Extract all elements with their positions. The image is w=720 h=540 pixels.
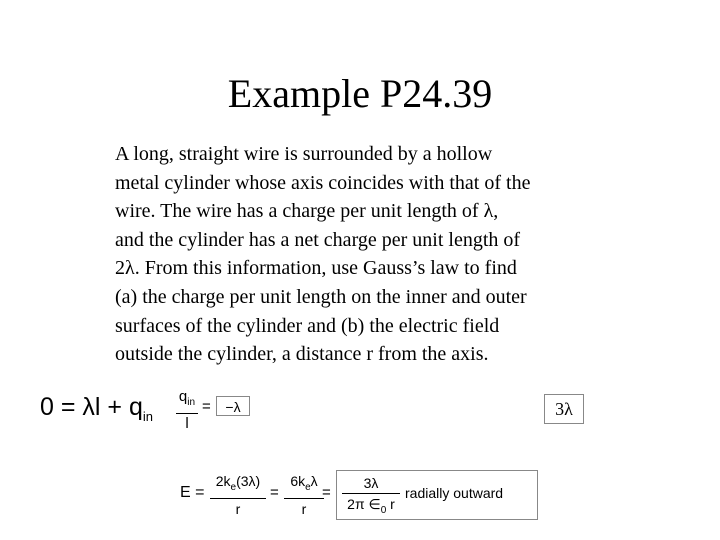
field-symbol: E = xyxy=(180,484,205,501)
problem-line: A long, straight wire is surrounded by a hollow xyxy=(115,143,493,165)
direction-label: radially outward xyxy=(405,485,504,501)
fraction-6kelambda-over-r xyxy=(284,472,324,518)
problem-line: outside the cylinder, a distance r from the axis. xyxy=(115,343,489,366)
fraction-bar xyxy=(176,413,198,414)
problem-line: surfaces of the cylinder and (b) the electric field xyxy=(115,314,500,337)
problem-text xyxy=(115,140,635,369)
fraction-3lambda-over-2pi-eps0-r xyxy=(342,474,400,520)
numerator: $6k_e\lambda$ xyxy=(290,473,318,493)
denominator: 2π $\in_0$ r xyxy=(347,496,395,516)
equals-sign: = xyxy=(202,398,211,415)
fraction-qin-over-l xyxy=(176,388,198,433)
fraction-bar xyxy=(210,498,266,499)
fraction-bar xyxy=(342,493,400,494)
fraction-2ke3lambda-over-r xyxy=(210,472,266,518)
answer-box-inner: −λ xyxy=(216,396,250,416)
problem-line: wire. The wire has a charge per unit length of λ, xyxy=(115,200,499,223)
denominator: l xyxy=(185,415,189,432)
fraction-bar xyxy=(284,498,324,499)
problem-line: metal cylinder whose axis coincides with that of the xyxy=(115,171,531,194)
numerator: 3λ xyxy=(363,475,379,491)
numerator: $2k_e(3\lambda)$ xyxy=(215,473,261,493)
denominator: r xyxy=(301,501,307,517)
answer-box-outer: 3λ xyxy=(544,394,584,424)
problem-line: (a) the charge per unit length on the inner and outer xyxy=(115,285,527,308)
equals-sign: = xyxy=(322,484,331,501)
numerator: $q_{in}$ xyxy=(178,388,196,408)
charge-balance-equation xyxy=(40,392,153,432)
denominator: r xyxy=(235,501,241,517)
subscript: in xyxy=(142,409,153,424)
equals-sign: = xyxy=(270,484,279,501)
slide-title: Example P24.39 xyxy=(227,71,493,116)
equation-text: 0 = λl + q xyxy=(40,393,143,421)
problem-line: and the cylinder has a net charge per unit length of xyxy=(115,228,521,251)
problem-line: 2λ. From this information, use Gauss’s law to find xyxy=(115,257,517,280)
